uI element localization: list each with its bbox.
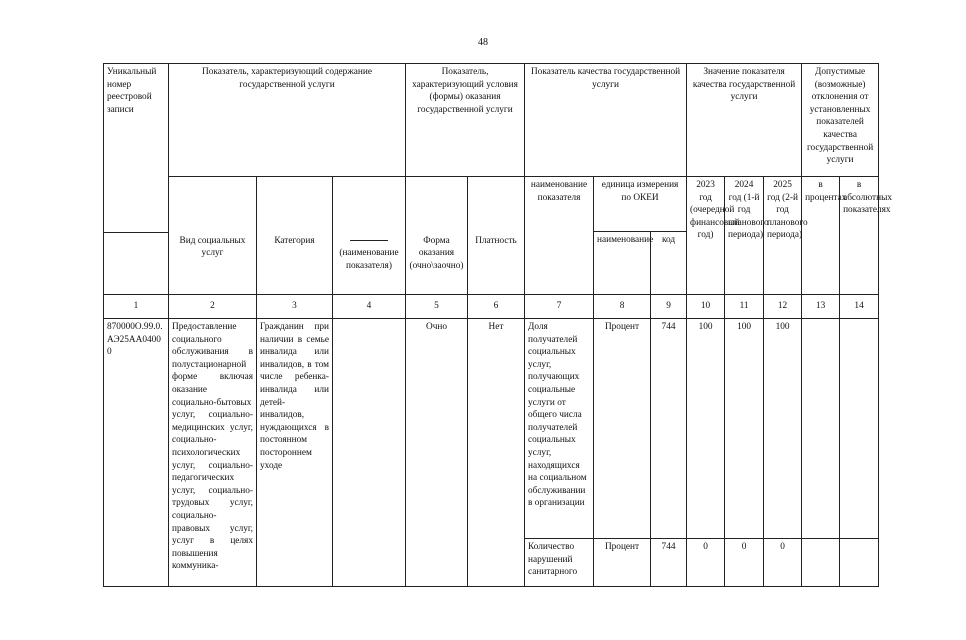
header-service-type: Вид социальных услуг	[169, 233, 257, 295]
header-indicator-name: наименование показателя	[525, 177, 594, 295]
indicator-name: Количество нарушений санитарного	[525, 539, 594, 587]
indicator-unit: Процент	[594, 319, 651, 539]
blank-underline	[350, 239, 388, 241]
header-year-2023: 2023 год (очередной финансовый год)	[687, 177, 725, 295]
header-category: Категория	[257, 233, 333, 295]
header-blank-cell	[104, 233, 169, 295]
column-number: 7	[525, 295, 594, 319]
blank-indicator-value	[333, 319, 406, 587]
column-number: 14	[840, 295, 879, 319]
deviation-absolute	[840, 319, 879, 539]
header-blank-name-cell	[333, 233, 406, 295]
value-2023: 0	[687, 539, 725, 587]
header-quality-value: Значение показателя качества государственной услуги	[687, 64, 802, 177]
column-number: 1	[104, 295, 169, 319]
header-content-spacer	[333, 177, 406, 233]
column-number: 6	[468, 295, 525, 319]
header-year-2025: 2025 год (2-й год планового периода)	[764, 177, 802, 295]
value-2023: 100	[687, 319, 725, 539]
state-service-quality-table	[103, 63, 892, 587]
service-type-value: Предоставление социального обслуживания в полустационарной форме включая оказание социально-бытовых услуг, социально-медицинских услуг, социально-психологических услуг, социально-педагогических услуг, социально-трудовых услуг, социально-правовых услуг, услуг в целях повышения коммуника-	[169, 319, 257, 587]
deviation-percent	[802, 539, 840, 587]
header-conditions-spacer	[468, 177, 525, 233]
header-okei-unit: единица измерения по ОКЕИ	[594, 177, 687, 232]
column-number: 5	[406, 295, 468, 319]
value-2024: 0	[725, 539, 764, 587]
deviation-percent	[802, 319, 840, 539]
value-2025: 0	[764, 539, 802, 587]
header-in-absolute: в абсолютных показателях	[840, 177, 879, 295]
column-number: 12	[764, 295, 802, 319]
value-2024: 100	[725, 319, 764, 539]
form-value: Очно	[406, 319, 468, 587]
indicator-name: Доля получателей социальных услуг, получающих социальные услуги от общего числа получателей социальных услуг, находящихся на социальном обслуживании в организации	[525, 319, 594, 539]
header-form: Форма оказания (очно\заочно)	[406, 233, 468, 295]
header-conditions-indicator: Показатель, характеризующий условия (формы) оказания государственной услуги	[406, 64, 525, 177]
category-value: Гражданин при наличии в семье инвалида или инвалидов, в том числе ребенка-инвалида или детей-инвалидов, нуждающихся в постоянном постороннем уходе	[257, 319, 333, 587]
column-number: 4	[333, 295, 406, 319]
header-blank-name: (наименование показателя)	[339, 248, 399, 271]
deviation-absolute	[840, 539, 879, 587]
header-content-spacer	[169, 177, 257, 233]
header-year-2024: 2024 год (1-й год планового периода)	[725, 177, 764, 295]
header-quality-indicator: Показатель качества государственной услуги	[525, 64, 687, 177]
header-unique-number: Уникальный номер реестровой записи	[104, 64, 169, 233]
header-deviations: Допустимые (возможные) отклонения от установленных показателей качества государственной услуги	[802, 64, 879, 177]
column-number: 8	[594, 295, 651, 319]
indicator-code: 744	[651, 319, 687, 539]
column-number: 13	[802, 295, 840, 319]
header-content-spacer	[257, 177, 333, 233]
registry-number: 870000О.99.0.АЭ25АА04000	[104, 319, 169, 587]
column-number: 9	[651, 295, 687, 319]
header-in-percent: в процентах	[802, 177, 840, 295]
header-unit-code: код	[651, 232, 687, 295]
header-unit-name: наименование	[594, 232, 651, 295]
column-number: 3	[257, 295, 333, 319]
header-conditions-spacer	[406, 177, 468, 233]
page-number: 48	[478, 37, 488, 48]
indicator-code: 744	[651, 539, 687, 587]
header-content-indicator: Показатель, характеризующий содержание государственной услуги	[169, 64, 406, 177]
value-2025: 100	[764, 319, 802, 539]
payment-value: Нет	[468, 319, 525, 587]
column-number: 10	[687, 295, 725, 319]
indicator-unit: Процент	[594, 539, 651, 587]
header-payment: Платность	[468, 233, 525, 295]
column-number: 11	[725, 295, 764, 319]
column-number: 2	[169, 295, 257, 319]
